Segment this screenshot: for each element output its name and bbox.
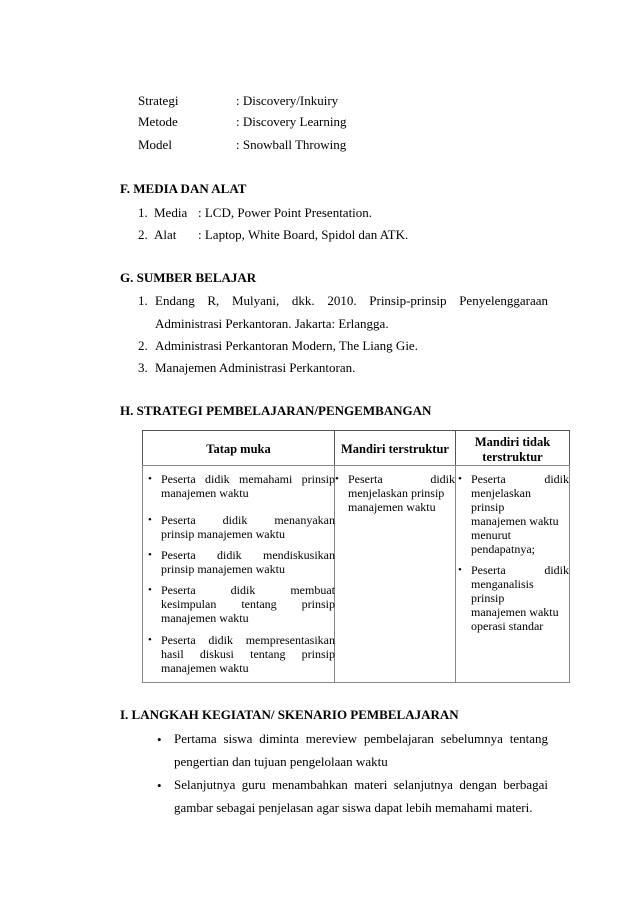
bullet-icon: •: [148, 549, 152, 561]
source-3-num: 3.: [138, 360, 148, 375]
item-line: prinsip: [471, 500, 505, 514]
item-line: hasil diskusi tentang prinsip: [161, 647, 335, 661]
list-item: [148, 633, 335, 675]
item-line: menjelaskan prinsip: [348, 486, 445, 500]
section-g-heading: G. SUMBER BELAJAR: [120, 270, 257, 285]
list-item: [458, 563, 569, 633]
media-num: 1.: [138, 205, 148, 220]
meta-value-model: : Snowball Throwing: [236, 137, 347, 152]
bullet-icon: •: [148, 514, 152, 526]
bullet-icon: •: [148, 584, 152, 596]
list-item: [335, 472, 455, 514]
item-line: manajemen waktu: [161, 486, 249, 500]
item-line: menjelaskan: [471, 486, 531, 500]
section-f-heading: F. MEDIA DAN ALAT: [120, 181, 247, 196]
item-line: manajemen waktu: [161, 611, 249, 625]
media-value: : LCD, Power Point Presentation.: [198, 205, 373, 220]
item-line: manajemen waktu: [161, 661, 249, 675]
list-item: [148, 583, 335, 625]
item-line: manajemen waktu: [471, 605, 559, 619]
step-1-line1: Pertama siswa diminta mereview pembelajaran sebelumnya tentang: [174, 731, 548, 746]
header-tatap-muka-cell: [142, 430, 335, 466]
item-line: manajemen waktu: [348, 500, 436, 514]
alat-label: Alat: [154, 227, 177, 242]
item-line: kesimpulan tentang prinsip: [161, 597, 335, 611]
header-mandiri-tidak-line1: Mandiri tidak: [474, 435, 551, 449]
bullet-icon: •: [148, 473, 152, 485]
source-1-line2: Administrasi Perkantoran. Jakarta: Erlangga.: [155, 316, 389, 331]
header-mandiri-terstruktur-cell: [334, 430, 456, 466]
bullet-icon: •: [458, 473, 462, 485]
list-item: [148, 513, 335, 541]
step-2-line1: Selanjutnya guru menambahkan materi selanjutnya dengan berbagai: [174, 777, 548, 792]
meta-value-strategi: : Discovery/Inkuiry: [236, 93, 339, 108]
alat-value: : Laptop, White Board, Spidol dan ATK.: [198, 227, 409, 242]
header-mandiri-tidak-line2: terstruktur: [482, 450, 543, 464]
bullet-icon: •: [458, 564, 462, 576]
item-line: operasi standar: [471, 619, 544, 633]
item-line: Peserta didik mendiskusikan: [161, 548, 335, 562]
bullet-icon: •: [335, 473, 339, 485]
strategy-table: [142, 430, 570, 683]
list-item: [148, 548, 335, 576]
step-1-line2: pengertian dan tujuan pengelolaan waktu: [174, 754, 388, 769]
media-label: Media: [154, 205, 188, 220]
alat-num: 2.: [138, 227, 148, 242]
source-2-num: 2.: [138, 338, 148, 353]
meta-value-metode: : Discovery Learning: [236, 114, 347, 129]
item-line: Peserta didik membuat: [161, 583, 335, 597]
item-line: prinsip manajemen waktu: [161, 562, 285, 576]
meta-label-metode: Metode: [138, 114, 178, 129]
item-line: menganalisis: [471, 577, 534, 591]
item-line: Peserta didik: [471, 563, 569, 577]
item-line: menurut: [471, 528, 511, 542]
item-line: Peserta didik mempresentasikan: [161, 633, 335, 647]
source-1-num: 1.: [138, 293, 148, 308]
source-1-line1: Endang R, Mulyani, dkk. 2010. Prinsip-prinsip Penyelenggaraan: [155, 293, 548, 308]
meta-label-strategi: Strategi: [138, 93, 179, 108]
list-item: [148, 472, 335, 500]
bullet-icon: •: [148, 634, 152, 646]
bullet-icon: •: [157, 732, 162, 747]
item-line: manajemen waktu: [471, 514, 559, 528]
source-2-text: Administrasi Perkantoran Modern, The Liang Gie.: [155, 338, 418, 353]
item-line: Peserta didik menanyakan: [161, 513, 335, 527]
item-line: prinsip: [471, 591, 505, 605]
list-item: [458, 472, 569, 556]
section-i-heading: I. LANGKAH KEGIATAN/ SKENARIO PEMBELAJARAN: [120, 707, 459, 722]
header-tatap-muka: Tatap muka: [206, 442, 271, 456]
source-3-text: Manajemen Administrasi Perkantoran.: [155, 360, 356, 375]
item-line: prinsip manajemen waktu: [161, 527, 285, 541]
step-2-line2: gambar sebagai penjelasan agar siswa dapat lebih memahami materi.: [174, 800, 533, 815]
item-line: Peserta didik: [348, 472, 455, 486]
header-mandiri-tidak-cell: [455, 430, 570, 466]
bullet-icon: •: [157, 778, 162, 793]
item-line: Peserta didik: [471, 472, 569, 486]
meta-label-model: Model: [138, 137, 172, 152]
item-line: Peserta didik memahami prinsip: [161, 472, 335, 486]
item-line: pendapatnya;: [471, 542, 535, 556]
header-mandiri-terstruktur: Mandiri terstruktur: [341, 442, 449, 456]
section-h-heading: H. STRATEGI PEMBELAJARAN/PENGEMBANGAN: [120, 403, 432, 418]
